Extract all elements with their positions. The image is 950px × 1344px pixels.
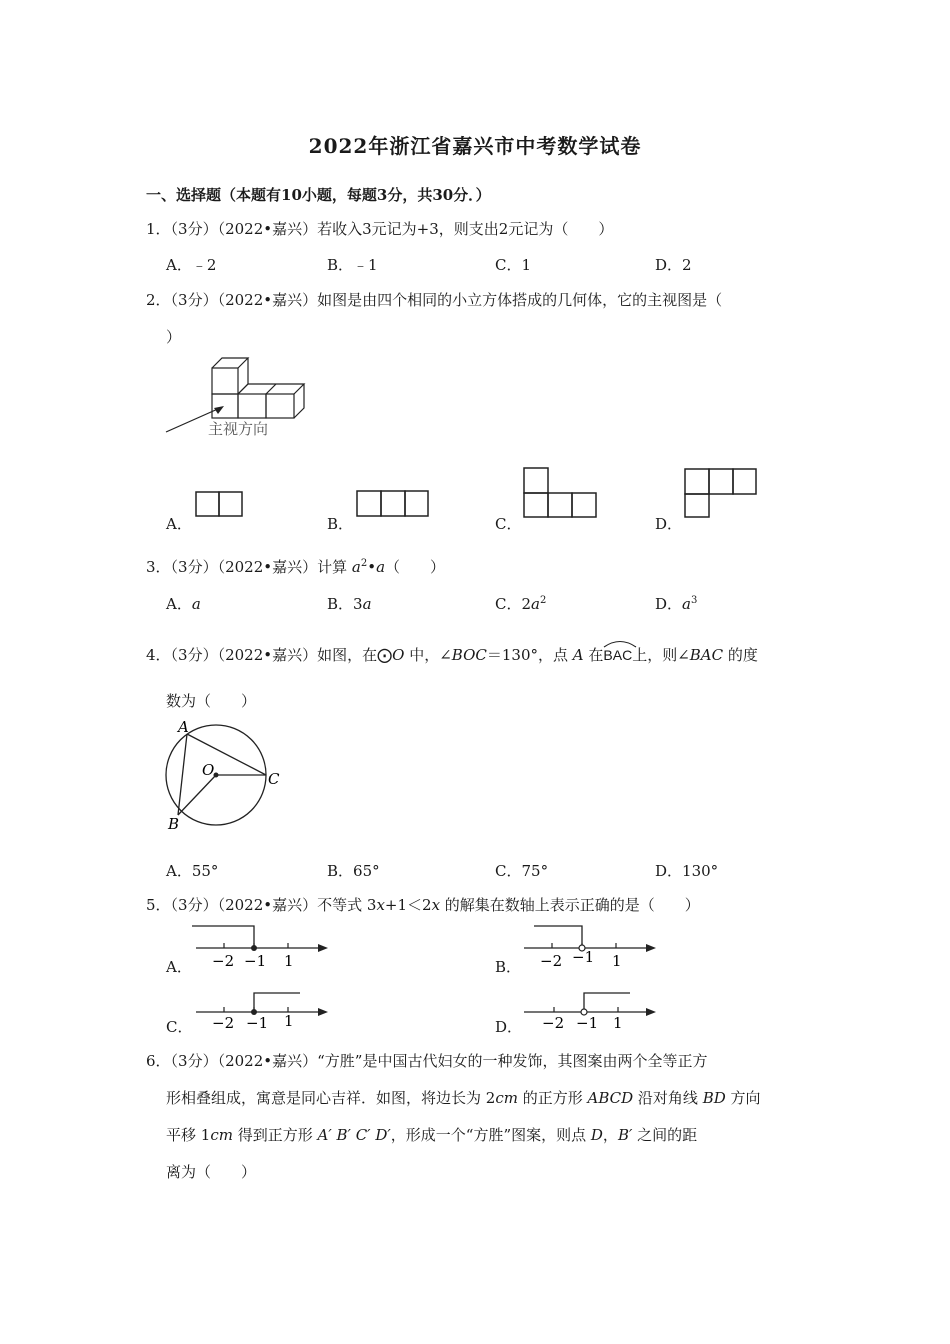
question-stem: 若收入3元记为+3，则支出2元记为（ ）: [317, 220, 614, 238]
q5-option-d[interactable]: D．: [495, 1018, 523, 1036]
option-letter: C．: [495, 595, 522, 613]
variable: x: [431, 896, 441, 914]
variable: B′: [617, 1126, 633, 1144]
variable: a: [191, 595, 201, 613]
variable: x: [376, 896, 385, 914]
question-stem: 方向: [725, 1089, 761, 1107]
arc-notation: [603, 647, 632, 663]
q2-option-b[interactable]: B．: [327, 515, 354, 533]
option-letter: D．: [655, 595, 683, 613]
question-stem: ＝130°，点: [486, 646, 573, 664]
question-stem: 如图，在⨀: [317, 646, 393, 664]
q3-option-a[interactable]: [166, 593, 201, 614]
question-number: 1．: [146, 220, 171, 238]
question-stem: 的度: [723, 646, 758, 664]
q2-option-b-figure[interactable]: [355, 489, 431, 520]
dot-operator: •: [367, 558, 377, 576]
question-stem: ，: [602, 1126, 618, 1144]
question-stem: 在: [583, 646, 604, 664]
question-source: （3分）（2022•嘉兴）: [170, 291, 318, 309]
q2-option-a[interactable]: A．: [166, 515, 192, 533]
q4-option-b[interactable]: B．65°: [327, 862, 380, 880]
question-4: [146, 644, 758, 665]
unit: cm: [495, 1089, 518, 1107]
q5-option-a[interactable]: A．: [166, 958, 192, 976]
point-label-o: O: [202, 761, 215, 779]
question-6-line3: [166, 1124, 697, 1145]
q3-option-c[interactable]: [495, 593, 546, 614]
tick-label: −2: [212, 952, 235, 970]
arc-label: BAC: [603, 647, 633, 663]
question-5: [146, 894, 700, 915]
variable: O: [392, 646, 405, 664]
variable: BAC: [689, 646, 724, 664]
page-title: 2022年浙江省嘉兴市中考数学试卷: [308, 134, 642, 158]
question-stem: 沿对角线: [633, 1089, 703, 1107]
point-label-a: A: [178, 718, 189, 736]
variable: ABCD: [587, 1089, 634, 1107]
question-stem: 上，则∠: [632, 646, 690, 664]
variable: BOC: [451, 646, 487, 664]
point-label-c: C: [268, 770, 280, 788]
variable: A: [572, 646, 584, 664]
exponent: 2: [539, 595, 547, 606]
tick-label: 1: [612, 952, 622, 970]
variable: a: [376, 558, 386, 576]
arc-mark: [603, 638, 637, 648]
q2-option-d[interactable]: D．: [655, 515, 683, 533]
question-2: [146, 289, 722, 310]
unit: cm: [210, 1126, 233, 1144]
tick-label: −1: [246, 1014, 269, 1032]
q2-cube-figure: [160, 352, 310, 442]
q2-option-a-figure[interactable]: [194, 490, 246, 520]
question-number: 5．: [146, 896, 171, 914]
q1-option-d[interactable]: D．2: [655, 256, 692, 274]
answer-blank: （ ）: [385, 558, 446, 576]
question-3: [146, 556, 445, 577]
question-stem: 形相叠组成，寓意是同心吉祥．如图，将边长为 2: [166, 1089, 496, 1107]
variable: BD: [702, 1089, 726, 1107]
question-source: （3分）（2022•嘉兴）: [170, 558, 318, 576]
q1-option-c[interactable]: C．1: [495, 256, 532, 274]
question-stem: 的正方形: [517, 1089, 588, 1107]
question-stem: 不等式 3: [317, 896, 377, 914]
variable: D: [590, 1126, 603, 1144]
question-number: 3．: [146, 558, 171, 576]
question-source: （3分）（2022•嘉兴）: [170, 896, 318, 914]
question-stem: 如图是由四个相同的小立方体搭成的几何体，它的主视图是（: [317, 291, 723, 309]
tick-label: −1: [572, 948, 595, 966]
question-stem: “方胜”是中国古代妇女的一种发饰，其图案由两个全等正方: [317, 1052, 708, 1070]
question-6: [146, 1050, 707, 1071]
q2-option-d-figure[interactable]: [683, 467, 759, 521]
question-stem: 得到正方形: [232, 1126, 318, 1144]
q5-option-c-numberline[interactable]: [192, 990, 332, 1032]
tick-label: −2: [212, 1014, 235, 1032]
question-stem: 计算: [317, 558, 352, 576]
tick-label: 1: [284, 952, 294, 970]
point-label-b: B: [168, 815, 180, 833]
tick-label: −2: [542, 1014, 565, 1032]
tick-label: 1: [284, 1012, 294, 1030]
question-stem: +1＜2: [384, 896, 432, 914]
question-stem-end: ）: [166, 328, 182, 346]
section-heading: 一、选择题（本题有10小题，每题3分，共30分．）: [146, 186, 491, 204]
q4-option-a[interactable]: A．55°: [166, 862, 219, 880]
variable: A′ B′ C′ D′: [317, 1126, 391, 1144]
question-number: 4．: [146, 646, 171, 664]
view-direction-label: 主视方向: [208, 420, 269, 438]
tick-label: −2: [540, 952, 563, 970]
variable: a: [362, 595, 372, 613]
tick-label: −1: [244, 952, 267, 970]
tick-label: −1: [576, 1014, 599, 1032]
question-stem-line2: 数为（ ）: [166, 692, 257, 710]
q2-option-c[interactable]: C．: [495, 515, 522, 533]
q4-option-d[interactable]: D．130°: [655, 862, 719, 880]
question-source: （3分）（2022•嘉兴）: [170, 1052, 318, 1070]
question-stem: 之间的距: [632, 1126, 698, 1144]
question-stem: 平移 1: [166, 1126, 211, 1144]
q5-option-c[interactable]: C．: [166, 1018, 193, 1036]
question-6-line2: [166, 1087, 761, 1108]
variable: a: [531, 595, 540, 613]
variable: a: [351, 558, 361, 576]
variable: a: [682, 595, 691, 613]
question-6-line4: 离为（ ）: [166, 1163, 257, 1181]
q4-option-c[interactable]: C．75°: [495, 862, 549, 880]
question-stem: ，形成一个“方胜”图案，则点: [390, 1126, 591, 1144]
q4-circle-figure: [160, 716, 290, 834]
coefficient: 3: [353, 595, 363, 613]
q1-option-a[interactable]: A．﹣2: [166, 256, 217, 274]
option-letter: A．: [166, 595, 192, 613]
question-stem: 的解集在数轴上表示正确的是（ ）: [440, 896, 700, 914]
q5-option-b[interactable]: B．: [495, 958, 522, 976]
tick-label: 1: [613, 1014, 623, 1032]
option-letter: B．: [327, 595, 354, 613]
question-number: 6．: [146, 1052, 171, 1070]
q1-option-b[interactable]: B．﹣1: [327, 256, 378, 274]
q5-option-d-numberline[interactable]: [520, 990, 660, 1032]
q3-option-b[interactable]: [327, 593, 372, 614]
question-1: [146, 218, 613, 239]
question-source: （3分）（2022•嘉兴）: [170, 646, 318, 664]
exponent: 2: [360, 558, 368, 569]
question-stem: 中，∠: [404, 646, 452, 664]
coefficient: 2: [521, 595, 532, 613]
q2-option-c-figure[interactable]: [522, 466, 600, 521]
q5-option-a-numberline[interactable]: [192, 922, 332, 970]
question-number: 2．: [146, 291, 171, 309]
q5-option-b-numberline[interactable]: [520, 922, 660, 970]
exponent: 3: [690, 595, 698, 606]
q3-option-d[interactable]: [655, 593, 697, 614]
question-source: （3分）（2022•嘉兴）: [170, 220, 318, 238]
